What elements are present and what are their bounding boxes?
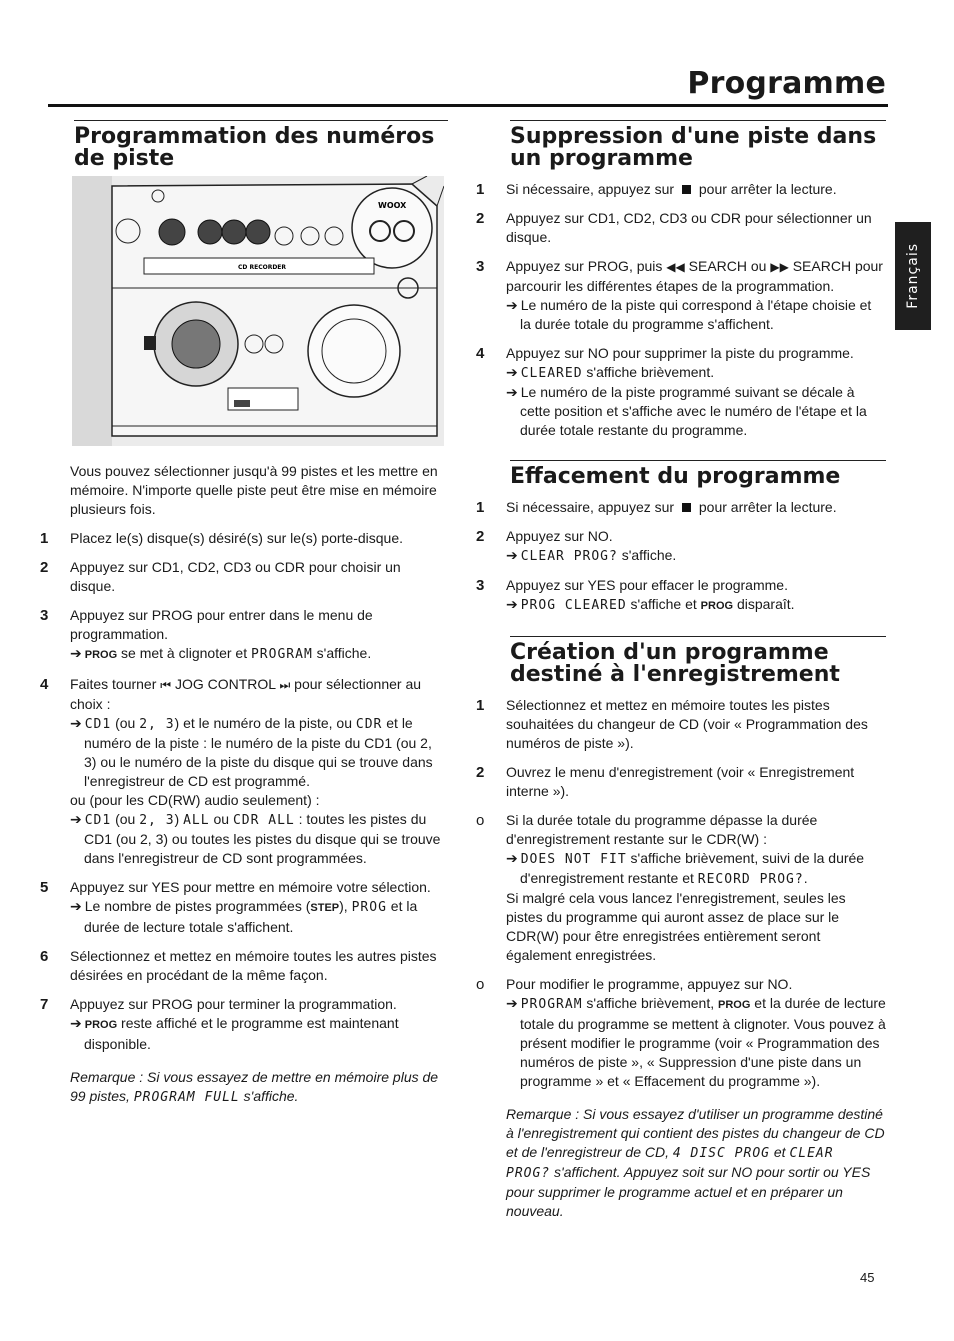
step-result [506, 296, 886, 334]
step-number: 7 [40, 996, 49, 1013]
step-text: Appuyez sur NO pour supprimer la piste du programme. [506, 345, 854, 361]
step-number: 1 [476, 499, 485, 516]
step-text: Appuyez sur NO. [506, 528, 613, 544]
step-text-part: SEARCH ou [684, 258, 771, 274]
display-text: CLEARED [520, 366, 583, 381]
step-3 [476, 576, 886, 616]
step-2 [476, 209, 886, 247]
display-text: 2, 3 [139, 813, 175, 828]
arrow-icon: ➔ [506, 850, 518, 866]
step-extra: Si malgré cela vous lancez l'enregistrement, seules les pistes du programme qui auront assez de place sur le CDR(W) pour être enregistrées entièrement seront également enregistrées. [506, 890, 846, 963]
note-text: Remarque : Si vous essayez d'utiliser un programme destiné à l'enregistrement qui contient des pistes du changeur de CD et de l'enregistreur de CD, [506, 1106, 885, 1160]
step-number: 3 [476, 258, 485, 275]
step-number: 2 [476, 764, 485, 781]
display-text: CD1 [84, 717, 112, 732]
step-2 [476, 763, 886, 801]
result-text: ) [174, 811, 184, 827]
section-heading-clear-program: Effacement du programme [510, 460, 886, 488]
step-text-part: pour arrêter la lecture. [694, 181, 837, 197]
step-3 [476, 257, 886, 334]
arrow-icon: ➔ [506, 297, 518, 313]
note-text: et [769, 1144, 790, 1160]
step-result [70, 897, 448, 937]
step-3 [40, 606, 448, 665]
step-4 [40, 675, 448, 868]
result-text: et la durée de lecture totale du programme se mettent à clignoter. Vous pouvez à présent modifier le programme (voir « Programmation des numéros de piste », « Suppression d'une piste dans un programme » et « Effacement du programme »). [520, 995, 886, 1089]
step-text-part: Si nécessaire, appuyez sur [506, 181, 678, 197]
step-5 [40, 878, 448, 937]
note-text: Remarque : Si vous essayez de mettre en mémoire plus de 99 pistes, [70, 1069, 439, 1104]
result-text: s'affiche brièvement. [582, 364, 715, 380]
arrow-icon: ➔ [506, 596, 518, 612]
arrow-icon: ➔ [506, 364, 518, 380]
step-number: 2 [40, 559, 49, 576]
arrow-icon: ➔ [70, 898, 82, 914]
step-text-part: SEARCH pour parcourir les différentes étapes de la programmation. [506, 258, 883, 294]
step-text-part: pour arrêter la lecture. [694, 499, 837, 515]
step-text [506, 257, 886, 296]
arrow-icon: ➔ [506, 547, 518, 563]
step-result [70, 714, 448, 791]
display-text: DOES NOT FIT [520, 852, 627, 867]
language-tab-label: Français [905, 243, 921, 309]
result-text: . [803, 870, 808, 886]
next-track-icon: ⏭ [279, 678, 291, 692]
step-text: Appuyez sur CD1, CD2, CD3 ou CDR pour sélectionner un disque. [506, 210, 872, 245]
step-text: Sélectionnez et mettez en mémoire toutes les autres pistes désirées en procédant de la même façon. [70, 948, 437, 983]
section-heading-programming: Programmation des numéros de piste [74, 120, 448, 170]
result-text: s'affiche. [617, 547, 677, 563]
stop-icon [682, 503, 691, 512]
step-number: 3 [40, 607, 49, 624]
display-text: CLEAR PROG? [520, 549, 618, 564]
step-text-part: pour sélectionner au choix : [70, 676, 422, 712]
result-text: ) et le numéro de la piste, ou [174, 715, 356, 731]
step-result [506, 363, 886, 383]
display-text: PROG CLEARED [520, 598, 627, 613]
result-text: reste affiché et le programme est maintenant disponible. [84, 1015, 399, 1052]
arrow-icon: ➔ [70, 811, 82, 827]
step-number: 5 [40, 879, 49, 896]
display-text: 4 DISC PROG [672, 1146, 770, 1161]
delete-track-steps [476, 180, 886, 440]
key-label: STEP [310, 902, 340, 914]
key-label: PROG [84, 1019, 118, 1031]
result-text: s'affiche. [312, 645, 372, 661]
result-text: se met à clignoter et [117, 645, 251, 661]
step-1 [476, 180, 886, 199]
intro-text: Vous pouvez sélectionner jusqu'à 99 pistes et les mettre en mémoire. N'importe quelle piste peut être mise en mémoire plusieurs fois. [70, 463, 438, 517]
previous-track-icon: ⏮ [160, 678, 172, 692]
result-text: Le numéro de la piste programmé suivant se décale à cette position et s'affiche avec le numéro de l'étape et la durée totale restante du programme. [520, 384, 867, 438]
step-number: 2 [476, 528, 485, 545]
result-text: (ou [111, 811, 140, 827]
result-text: s'affiche brièvement, [582, 995, 719, 1011]
step-text: Appuyez sur YES pour effacer le programme. [506, 577, 788, 593]
display-text: RECORD PROG? [697, 872, 804, 887]
step-result [506, 595, 886, 616]
clear-program-steps [476, 498, 886, 616]
right-column [476, 120, 886, 1221]
display-text: PROG [351, 900, 387, 915]
key-label: PROG [718, 999, 751, 1011]
step-result [70, 810, 448, 868]
note-text: s'affichent. Appuyez soit sur NO pour sortir ou YES pour supprimer le programme actuel et en préparer un nouveau. [506, 1164, 871, 1219]
arrow-icon: ➔ [70, 715, 82, 731]
result-text: Le nombre de pistes programmées ( [84, 898, 311, 914]
display-text: CDR ALL [232, 813, 295, 828]
step-number: 2 [476, 210, 485, 227]
brand-label: WOOX [378, 201, 407, 210]
remark-note [506, 1105, 886, 1221]
result-text: s'affiche et [626, 596, 701, 612]
left-column [40, 120, 448, 1107]
display-text: PROGRAM FULL [133, 1090, 240, 1105]
step-result [506, 383, 886, 440]
remark-note [70, 1068, 448, 1107]
key-label: PROG [84, 649, 118, 661]
bullet-modify-program [476, 975, 886, 1091]
step-number: 3 [476, 577, 485, 594]
step-1 [476, 498, 886, 517]
step-text: Appuyez sur PROG pour terminer la programmation. [70, 996, 397, 1012]
step-2 [40, 558, 448, 596]
programming-steps [40, 529, 448, 1054]
step-number: 4 [40, 676, 49, 693]
step-text: Sélectionnez et mettez en mémoire toutes les pistes souhaitées du changeur de CD (voir « Programmation des numéros de piste »). [506, 697, 868, 751]
step-alternative: ou (pour les CD(RW) audio seulement) : [70, 792, 320, 808]
result-text: : toutes les pistes du CD1 (ou 2, 3) ou toutes les pistes du disque qui se trouve dans l'enregistreur de CD sont programmées. [84, 811, 441, 866]
section-heading-record-program: Création d'un programme destiné à l'enregistrement [510, 636, 886, 686]
note-text: s'affiche. [239, 1088, 299, 1104]
step-text-part: JOG CONTROL [171, 676, 280, 692]
step-4 [476, 344, 886, 440]
step-text: Appuyez sur PROG pour entrer dans le menu de programmation. [70, 607, 373, 642]
display-text: PROGRAM [250, 647, 313, 662]
step-result [506, 994, 886, 1091]
bullet-over-capacity [476, 811, 886, 965]
result-text: (ou [111, 715, 140, 731]
section-heading-delete-track: Suppression d'une piste dans un programme [510, 120, 886, 170]
step-2 [476, 527, 886, 566]
step-text [70, 675, 448, 714]
step-result [70, 644, 448, 665]
step-text-part: Faites tourner [70, 676, 161, 692]
step-text [506, 498, 886, 517]
step-number: 6 [40, 948, 49, 965]
display-text: CLEAR PROG? [506, 1146, 834, 1181]
arrow-icon: ➔ [70, 1015, 82, 1031]
step-text-part: Appuyez sur PROG, puis [506, 258, 667, 274]
result-text: et la durée de lecture totale s'affichent. [84, 898, 418, 935]
step-text: Ouvrez le menu d'enregistrement (voir « Enregistrement interne »). [506, 764, 855, 799]
record-program-steps [476, 696, 886, 1091]
step-text: Si la durée totale du programme dépasse la durée d'enregistrement restante sur le CDR(W) : [506, 812, 818, 847]
step-number: 4 [476, 345, 485, 362]
rewind-icon: ◀◀ [666, 260, 685, 274]
stop-icon [682, 185, 691, 194]
result-text: ou [209, 811, 233, 827]
step-text: Placez le(s) disque(s) désiré(s) sur le(s) porte-disque. [70, 530, 403, 546]
display-text: PROGRAM [520, 997, 583, 1012]
step-7 [40, 995, 448, 1054]
page-title: Programme [687, 66, 886, 101]
result-text: s'affiche brièvement, suivi de la durée d'enregistrement restante et [520, 850, 865, 886]
step-result [506, 546, 886, 566]
device-label: CD RECORDER [238, 264, 287, 271]
step-number: 1 [40, 530, 49, 547]
step-1 [476, 696, 886, 753]
result-text: Le numéro de la piste qui correspond à l'étape choisie et la durée totale du programme s'affichent. [520, 297, 872, 332]
arrow-icon: ➔ [506, 384, 518, 400]
display-text: ALL [183, 813, 210, 828]
language-tab [895, 222, 931, 330]
step-text: Pour modifier le programme, appuyez sur NO. [506, 976, 793, 992]
step-text: Appuyez sur YES pour mettre en mémoire votre sélection. [70, 879, 431, 895]
step-result [70, 1014, 448, 1054]
page-number: 45 [860, 1270, 875, 1285]
cd-recorder-illustration [72, 176, 444, 446]
step-text: Appuyez sur CD1, CD2, CD3 ou CDR pour choisir un disque. [70, 559, 401, 594]
step-number: 1 [476, 181, 485, 198]
display-text: CDR [355, 717, 383, 732]
step-text [506, 180, 886, 199]
arrow-icon: ➔ [506, 995, 518, 1011]
step-text-part: Si nécessaire, appuyez sur [506, 499, 678, 515]
step-6 [40, 947, 448, 985]
step-result [506, 849, 886, 889]
step-number: 1 [476, 697, 485, 714]
arrow-icon: ➔ [70, 645, 82, 661]
key-label: PROG [700, 600, 734, 612]
display-text: 2, 3 [139, 717, 175, 732]
result-text: disparaît. [733, 596, 795, 612]
result-text: et le numéro de la piste : le numéro de la piste du CD1 (ou 2, 3) ou le numéro de la piste du disque qui se trouve dans l'enregistreur de CD est programmé. [84, 715, 433, 789]
title-rule [48, 104, 888, 107]
display-text: CD1 [84, 813, 112, 828]
result-text: ), [339, 898, 352, 914]
bullet-marker: o [476, 812, 485, 829]
step-1 [40, 529, 448, 548]
bullet-marker: o [476, 976, 485, 993]
fast-forward-icon: ▶▶ [770, 260, 789, 274]
